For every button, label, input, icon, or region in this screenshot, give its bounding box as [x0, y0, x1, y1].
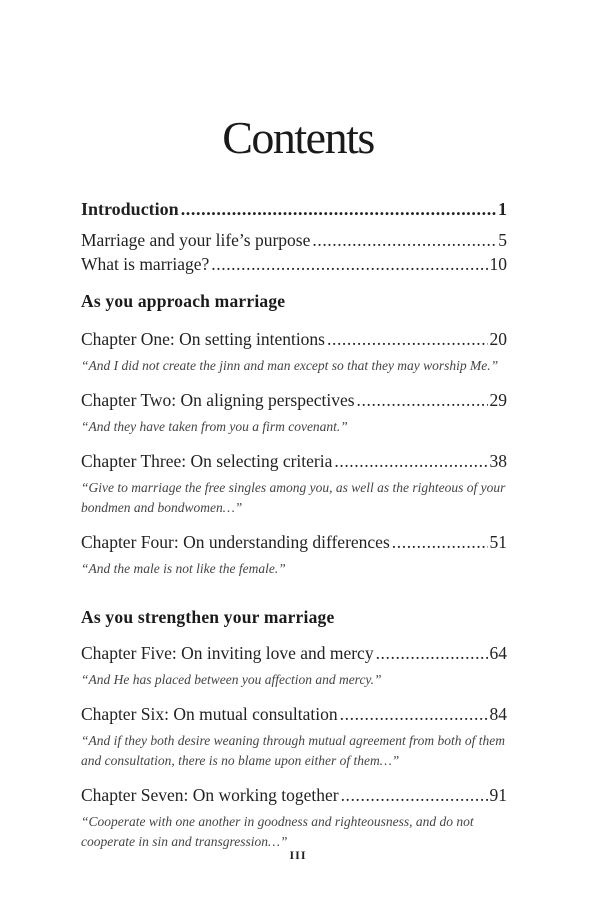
toc-page-number: 29 — [489, 390, 507, 410]
toc-entry-chapter[interactable] — [81, 784, 507, 806]
toc-entry-label: Marriage and your life’s purpose — [81, 230, 311, 250]
chapter-epigraph: “And I did not create the jinn and man except so that they may worship Me.” — [81, 358, 499, 373]
dot-leader — [312, 229, 496, 251]
dot-leader — [334, 450, 487, 472]
toc-entry-chapter[interactable] — [81, 450, 507, 472]
toc-entry-label: Introduction — [81, 199, 179, 219]
toc-entry-label: Chapter Four: On understanding differences — [81, 532, 390, 552]
chapter-epigraph: “And they have taken from you a firm covenant.” — [81, 419, 348, 434]
dot-leader — [341, 784, 488, 806]
section-heading: As you approach marriage — [81, 291, 286, 311]
toc-entry-chapter[interactable] — [81, 703, 507, 725]
toc-entry-label: Chapter Three: On selecting criteria — [81, 451, 333, 471]
chapter-block — [81, 450, 507, 518]
dot-leader — [392, 531, 488, 553]
toc-entry[interactable] — [81, 229, 507, 251]
toc-page-number: 38 — [489, 451, 507, 471]
toc-entry-label: What is marriage? — [81, 254, 210, 274]
toc-entry-chapter[interactable] — [81, 389, 507, 411]
toc-page-number: 10 — [489, 254, 507, 274]
toc-entry-chapter[interactable] — [81, 531, 507, 553]
toc-entry-introduction[interactable] — [81, 198, 507, 220]
toc-entry-label: Chapter Two: On aligning perspectives — [81, 390, 355, 410]
dot-leader — [376, 642, 488, 664]
toc-page-number: 64 — [489, 643, 507, 663]
toc-page-number: 51 — [489, 532, 507, 552]
toc-page-number: 20 — [489, 329, 507, 349]
chapter-block — [81, 703, 507, 771]
section-heading: As you strengthen your marriage — [81, 607, 335, 627]
dot-leader — [181, 198, 496, 220]
chapter-epigraph: “Cooperate with one another in goodness and righteousness, and do not cooperate in sin and transgression…” — [81, 814, 474, 849]
table-of-contents — [81, 198, 507, 852]
toc-entry-label: Chapter Seven: On working together — [81, 785, 339, 805]
toc-entry-chapter[interactable] — [81, 642, 507, 664]
chapter-block — [81, 784, 507, 852]
page-number-folio: III — [289, 848, 307, 862]
chapter-epigraph: “Give to marriage the free singles among you, as well as the righteous of your bondmen and bondwomen…” — [81, 480, 506, 515]
toc-entry-label: Chapter Six: On mutual consultation — [81, 704, 338, 724]
chapter-epigraph: “And if they both desire weaning through mutual agreement from both of them and consultation, there is no blame upon either of them…” — [81, 733, 505, 768]
dot-leader — [357, 389, 488, 411]
toc-entry[interactable] — [81, 253, 507, 275]
chapter-block — [81, 389, 507, 437]
dot-leader — [211, 253, 487, 275]
toc-entry-label: Chapter One: On setting intentions — [81, 329, 325, 349]
toc-entry-label: Chapter Five: On inviting love and mercy — [81, 643, 374, 663]
toc-page-number: 1 — [498, 199, 507, 219]
page-title: Contents — [222, 111, 374, 163]
chapter-epigraph: “And the male is not like the female.” — [81, 561, 286, 576]
chapter-block — [81, 531, 507, 579]
dot-leader — [327, 328, 488, 350]
chapter-block — [81, 642, 507, 690]
chapter-epigraph: “And He has placed between you affection and mercy.” — [81, 672, 382, 687]
chapter-block — [81, 328, 507, 376]
toc-page-number: 5 — [498, 230, 507, 250]
dot-leader — [340, 703, 488, 725]
toc-entry-chapter[interactable] — [81, 328, 507, 350]
toc-page-number: 84 — [489, 704, 507, 724]
toc-page-number: 91 — [489, 785, 507, 805]
